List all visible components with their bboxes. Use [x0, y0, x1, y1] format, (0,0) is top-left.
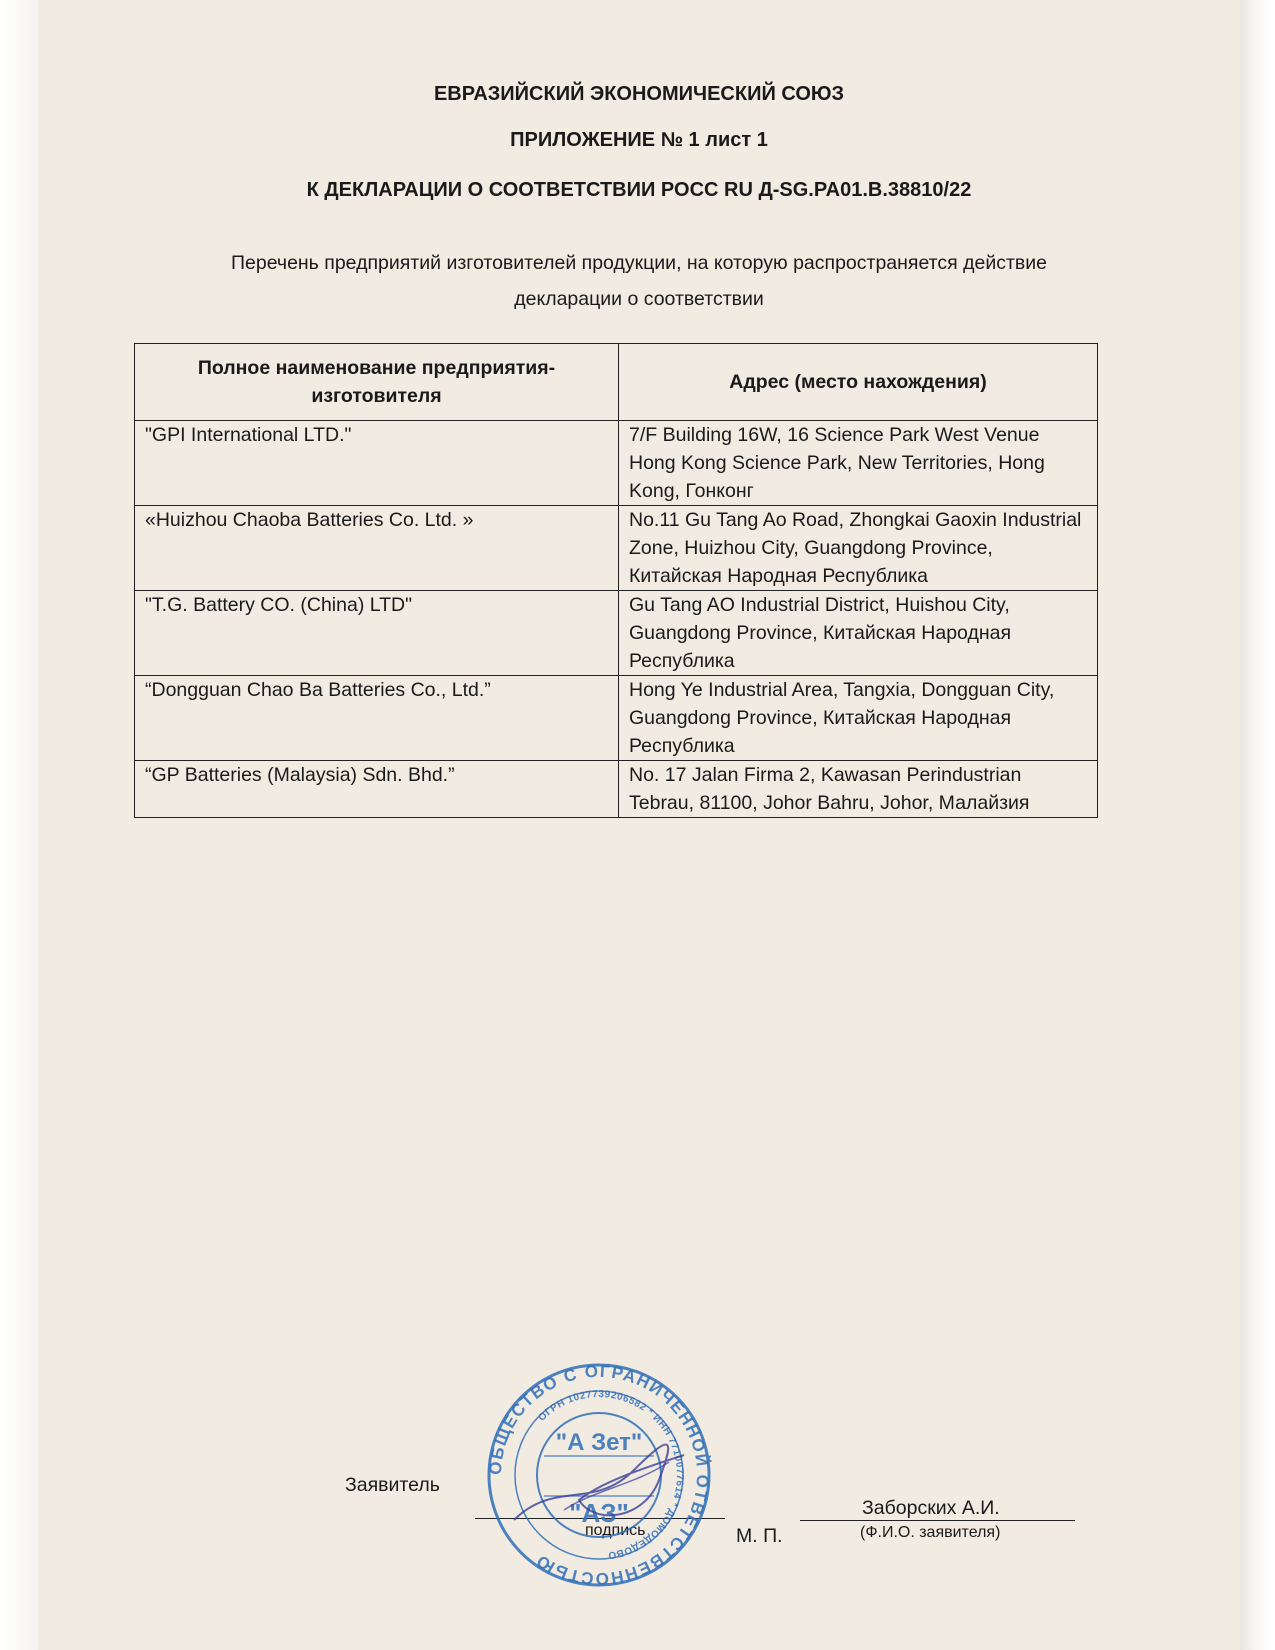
- table-row: [135, 506, 1098, 591]
- signature-caption: подпись: [585, 1522, 646, 1539]
- table-row: [135, 676, 1098, 761]
- name-line: [800, 1520, 1075, 1521]
- svg-text:ОГРН 1027739206582 * ИНН 77100: ОГРН 1027739206582 * ИНН 7710077614 * ДОМОДЕДОВО: [536, 1388, 686, 1561]
- intro-line-1: Перечень предприятий изготовителей продукции, на которую распространяется действие: [231, 252, 1047, 274]
- svg-text:"АЗ": "АЗ": [569, 1498, 629, 1528]
- manufacturer-address: No.11 Gu Tang Ao Road, Zhongkai Gaoxin Industrial Zone, Huizhou City, Guangdong Province, Китайская Народная Республика: [619, 506, 1098, 591]
- manufacturer-name: “Dongguan Chao Ba Batteries Co., Ltd.”: [135, 676, 619, 761]
- table-row: [135, 421, 1098, 506]
- manufacturer-address: Hong Ye Industrial Area, Tangxia, Dongguan City, Guangdong Province, Китайская Народная Республика: [619, 676, 1098, 761]
- stamp-place-label: М. П.: [736, 1525, 783, 1547]
- manufacturer-name: "GPI International LTD.": [135, 421, 619, 506]
- column-header-address: Адрес (место нахождения): [619, 344, 1098, 421]
- manufacturer-name: «Huizhou Chaoba Batteries Co. Ltd. »: [135, 506, 619, 591]
- table-row: [135, 591, 1098, 676]
- union-heading: ЕВРАЗИЙСКИЙ ЭКОНОМИЧЕСКИЙ СОЮЗ: [433, 83, 845, 105]
- company-seal-stamp: [484, 1360, 714, 1590]
- manufacturer-address: No. 17 Jalan Firma 2, Kawasan Perindustrian Tebrau, 81100, Johor Bahru, Johor, Малайзия: [619, 761, 1098, 818]
- annex-heading: ПРИЛОЖЕНИЕ № 1 лист 1: [510, 129, 768, 151]
- manufacturer-name: "T.G. Battery CO. (China) LTD": [135, 591, 619, 676]
- manufacturer-address: 7/F Building 16W, 16 Science Park West Venue Hong Kong Science Park, New Territories, Hong Kong, Гонконг: [619, 421, 1098, 506]
- page-margin-left: [0, 0, 38, 1650]
- applicant-name: Заборских А.И.: [862, 1497, 1000, 1519]
- svg-text:"А Зет": "А Зет": [555, 1429, 643, 1456]
- intro-line-2: декларации о соответствии: [514, 288, 764, 310]
- name-caption: (Ф.И.О. заявителя): [860, 1524, 1001, 1541]
- column-header-name: Полное наименование предприятия-изготовителя: [135, 344, 619, 421]
- applicant-label: Заявитель: [345, 1474, 440, 1496]
- page-margin-right: [1240, 0, 1275, 1650]
- manufacturer-address: Gu Tang AO Industrial District, Huishou City, Guangdong Province, Китайская Народная Республика: [619, 591, 1098, 676]
- declaration-heading: К ДЕКЛАРАЦИИ О СООТВЕТСТВИИ РОСС RU Д-SG.PA01.B.38810/22: [306, 179, 972, 201]
- table-header-row: [135, 344, 1098, 421]
- manufacturer-name: “GP Batteries (Malaysia) Sdn. Bhd.”: [135, 761, 619, 818]
- manufacturers-table: [134, 343, 1098, 818]
- svg-text:ОБЩЕСТВО С ОГРАНИЧЕННОЙ ОТВЕТС: ОБЩЕСТВО С ОГРАНИЧЕННОЙ ОТВЕТСТВЕННОСТЬЮ: [485, 1361, 713, 1589]
- table-row: [135, 761, 1098, 818]
